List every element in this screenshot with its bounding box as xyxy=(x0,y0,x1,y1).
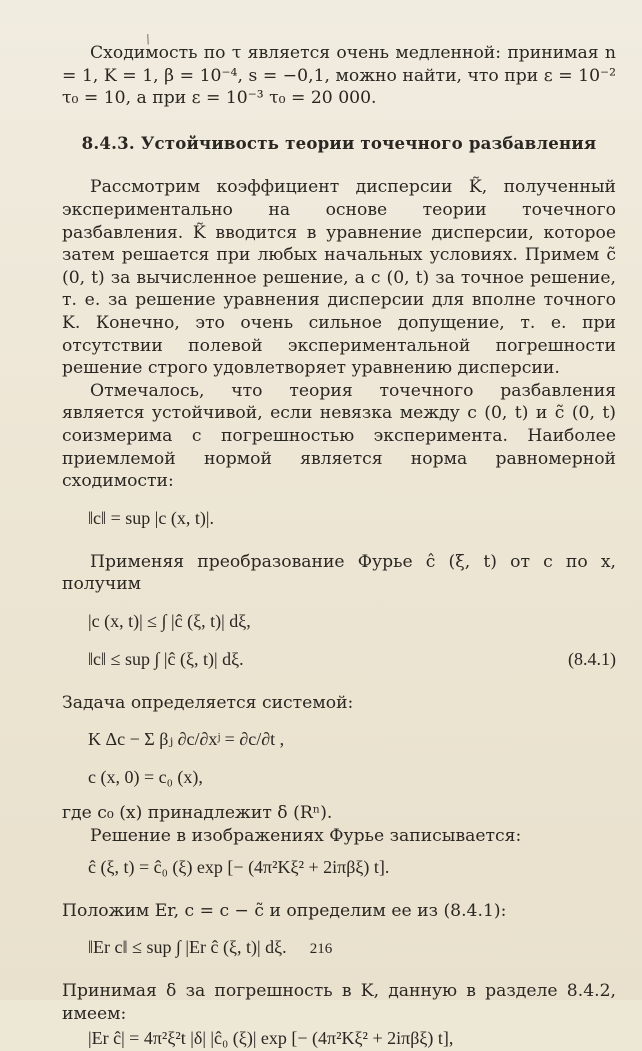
formula-8-4-1 xyxy=(62,646,616,672)
paragraph-dispersion-coefficient: Рассмотрим коэффициент дисперсии K̃, полученный экспериментально на основе теории точечного разбавления. K̃ вводится в уравнение дисперсии, которое затем решается при любых начальных условиях. Примем c̃ (0, t) за вычисленное решение, а c (0, t) за точное решение, т. е. за решение уравнения дисперсии для вполне точного K. Конечно, это очень сильное допущение, т. е. при отсутствии полевой экспериментальной погрешности решение строго удовлетворяет уравнению дисперсии. xyxy=(62,177,616,379)
pencil-mark: / xyxy=(143,31,153,47)
section-heading: 8.4.3. Устойчивость теории точечного разбавления xyxy=(81,132,597,153)
equation-number: (8.4.1) xyxy=(568,648,616,669)
paragraph-fourier: Применяя преобразование Фурье ĉ (ξ, t) от c по x, получим xyxy=(62,551,616,595)
paragraph-error-intro: Принимая δ за погрешность в K, данную в разделе 8.4.2, имеем: xyxy=(62,981,616,1024)
formula-fourier-solution: ĉ (ξ, t) = ĉ₀ (ξ) exp [− (4π²Kξ² + 2iπβξ) t]. xyxy=(88,856,390,877)
formula-norm: ‖c‖ = sup |c (x, t)|. xyxy=(88,507,214,528)
formula-dispersion-equation: K Δc − Σ βⱼ ∂c/∂xʲ = ∂c/∂t , xyxy=(88,729,285,750)
formula-error-norm: ‖Er c‖ ≤ sup ∫ |Er ĉ (ξ, t)| dξ. xyxy=(88,937,287,958)
formula-error-estimate: |Er ĉ| = 4π²ξ²t |δ| |ĉ₀ (ξ)| exp [− (4π²Kξ² + 2iπβξ) t], xyxy=(88,1028,454,1049)
paragraph-stability: Отмечалось, что теория точечного разбавления является устойчивой, если невязка между c (0, t) и c̃ (0, t) соизмерима с погрешностью эксперимента. Наиболее приемлемой нормой является норма равномерной сходимости: xyxy=(62,380,616,492)
paragraph-belongs: где c₀ (x) принадлежит δ (Rⁿ). xyxy=(62,803,333,824)
formula-8-4-1-body: ‖c‖ ≤ sup ∫ |ĉ (ξ, t)| dξ. xyxy=(88,648,244,669)
page-number: 216 xyxy=(309,941,333,957)
paragraph-fourier-solution-intro: Решение в изображениях Фурье записывается: xyxy=(90,826,522,847)
formula-initial-condition: c (x, 0) = c₀ (x), xyxy=(88,767,203,788)
paragraph-system: Задача определяется системой: xyxy=(62,692,354,713)
formula-fourier-bound: |c (x, t)| ≤ ∫ |ĉ (ξ, t)| dξ, xyxy=(88,610,251,631)
opening-paragraph: Сходимость по τ является очень медленной: принимая n = 1, K = 1, β = 10⁻⁴, s = −0,1, можно найти, что при ε = 10⁻² τ₀ = 10, а при ε = 10⁻³ τ₀ = 20 000. xyxy=(62,43,616,109)
paragraph-error-def: Положим Er, c = c − c̃ и определим ее из (8.4.1): xyxy=(62,900,507,921)
